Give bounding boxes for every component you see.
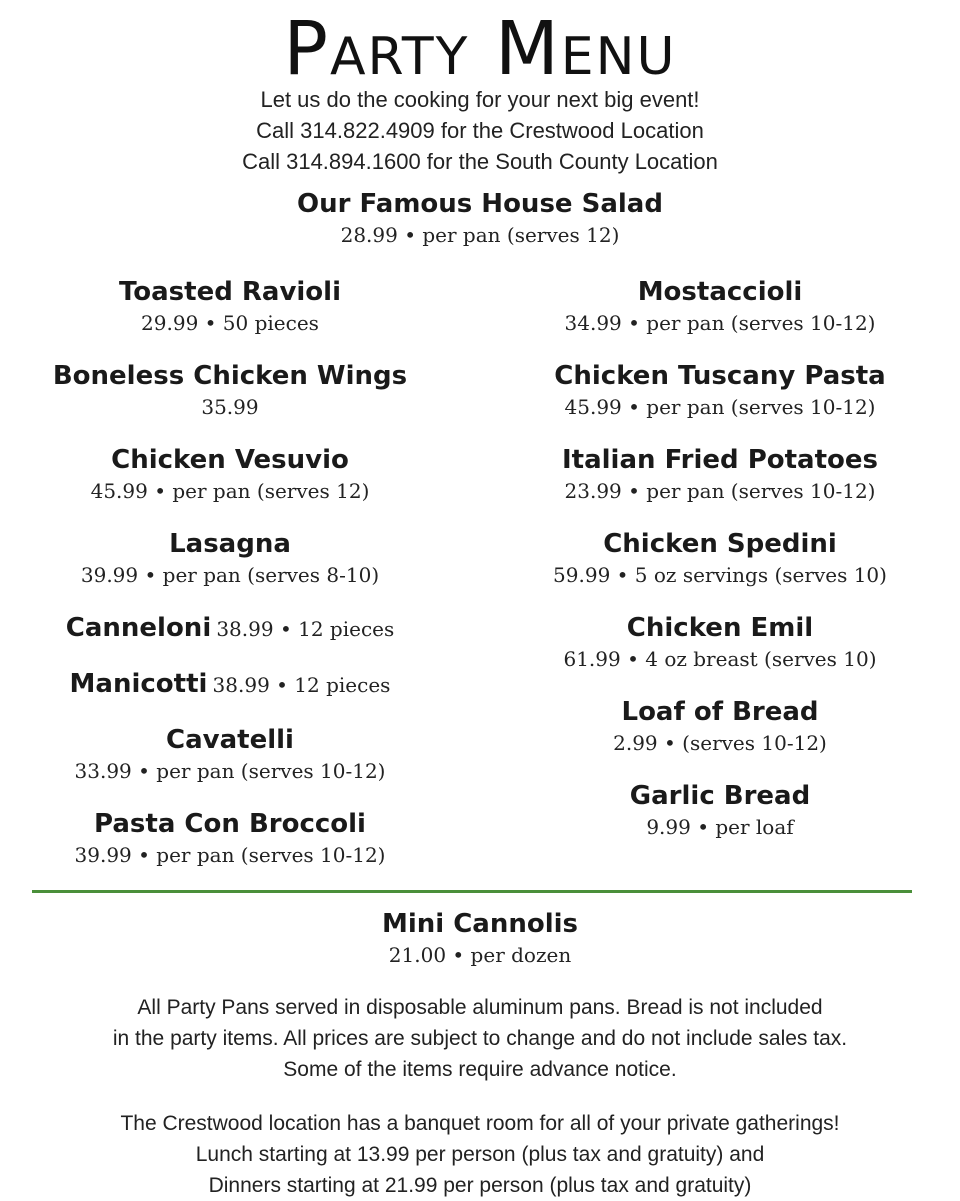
disclaimer-line: Some of the items require advance notice. bbox=[283, 1058, 677, 1081]
item-name: Canneloni bbox=[65, 613, 212, 643]
item-name: Chicken Tuscany Pasta bbox=[554, 361, 886, 391]
dessert-item bbox=[0, 908, 960, 970]
item-detail: 33.99 • per pan (serves 10-12) bbox=[74, 759, 386, 783]
menu-item bbox=[490, 612, 950, 696]
tagline: Let us do the cooking for your next big event! bbox=[260, 87, 700, 112]
item-name: Cavatelli bbox=[166, 725, 294, 755]
item-detail: 23.99 • per pan (serves 10-12) bbox=[564, 479, 876, 503]
banquet-line: Lunch starting at 13.99 per person (plus tax and gratuity) and bbox=[195, 1143, 765, 1166]
item-name: Our Famous House Salad bbox=[297, 189, 663, 219]
item-detail: 38.99 • 12 pieces bbox=[212, 673, 391, 697]
menu-item bbox=[490, 696, 950, 780]
menu-item bbox=[0, 668, 460, 724]
item-name: Chicken Spedini bbox=[603, 529, 837, 559]
disclaimer-line: All Party Pans served in disposable aluminum pans. Bread is not included bbox=[137, 996, 823, 1019]
item-detail: 34.99 • per pan (serves 10-12) bbox=[564, 311, 876, 335]
item-detail: 38.99 • 12 pieces bbox=[216, 617, 395, 641]
item-name: Mini Cannolis bbox=[381, 909, 579, 939]
item-detail: 39.99 • per pan (serves 8-10) bbox=[80, 563, 380, 587]
item-name: Lasagna bbox=[169, 529, 291, 559]
item-detail: 9.99 • per loaf bbox=[646, 815, 794, 839]
item-name: Italian Fried Potatoes bbox=[562, 445, 878, 475]
item-detail: 59.99 • 5 oz servings (serves 10) bbox=[553, 563, 887, 587]
menu-header bbox=[0, 6, 960, 177]
menu-item bbox=[0, 612, 460, 668]
menu-item bbox=[490, 276, 950, 360]
item-detail: 2.99 • (serves 10-12) bbox=[613, 731, 827, 755]
featured-item bbox=[0, 188, 960, 250]
item-name: Chicken Emil bbox=[626, 613, 814, 643]
left-menu-column bbox=[0, 276, 460, 892]
banquet-notes bbox=[0, 1108, 960, 1201]
item-detail: 35.99 bbox=[201, 395, 259, 419]
item-name: Boneless Chicken Wings bbox=[52, 361, 408, 391]
disclaimer-notes bbox=[0, 992, 960, 1085]
item-detail: 45.99 • per pan (serves 10-12) bbox=[564, 395, 876, 419]
menu-item bbox=[0, 276, 460, 360]
crestwood-phone-line: Call 314.822.4909 for the Crestwood Location bbox=[256, 118, 704, 143]
banquet-line: The Crestwood location has a banquet room for all of your private gatherings! bbox=[120, 1112, 840, 1135]
item-name: Mostaccioli bbox=[637, 277, 803, 307]
menu-item bbox=[490, 780, 950, 864]
item-detail: 39.99 • per pan (serves 10-12) bbox=[74, 843, 386, 867]
item-detail: 28.99 • per pan (serves 12) bbox=[340, 223, 620, 247]
south-county-phone-line: Call 314.894.1600 for the South County Location bbox=[242, 149, 718, 174]
item-name: Toasted Ravioli bbox=[118, 277, 341, 307]
item-name: Pasta Con Broccoli bbox=[94, 809, 366, 839]
menu-item bbox=[0, 808, 460, 892]
item-detail: 29.99 • 50 pieces bbox=[141, 311, 319, 335]
section-divider bbox=[32, 890, 912, 893]
disclaimer-line: in the party items. All prices are subject to change and do not include sales tax. bbox=[112, 1027, 848, 1050]
page-title: Party Menu bbox=[283, 6, 677, 92]
menu-item bbox=[0, 724, 460, 808]
item-name: Chicken Vesuvio bbox=[111, 445, 349, 475]
menu-item bbox=[0, 360, 460, 444]
right-menu-column bbox=[490, 276, 950, 864]
item-detail: 45.99 • per pan (serves 12) bbox=[90, 479, 370, 503]
menu-item bbox=[0, 528, 460, 612]
item-name: Garlic Bread bbox=[629, 781, 811, 811]
menu-item bbox=[0, 444, 460, 528]
banquet-line: Dinners starting at 21.99 per person (plus tax and gratuity) bbox=[208, 1174, 752, 1197]
item-detail: 61.99 • 4 oz breast (serves 10) bbox=[563, 647, 877, 671]
item-detail: 21.00 • per dozen bbox=[388, 943, 572, 967]
menu-item bbox=[490, 528, 950, 612]
item-name: Manicotti bbox=[69, 669, 208, 699]
item-name: Loaf of Bread bbox=[621, 697, 819, 727]
menu-item bbox=[490, 360, 950, 444]
menu-item bbox=[490, 444, 950, 528]
